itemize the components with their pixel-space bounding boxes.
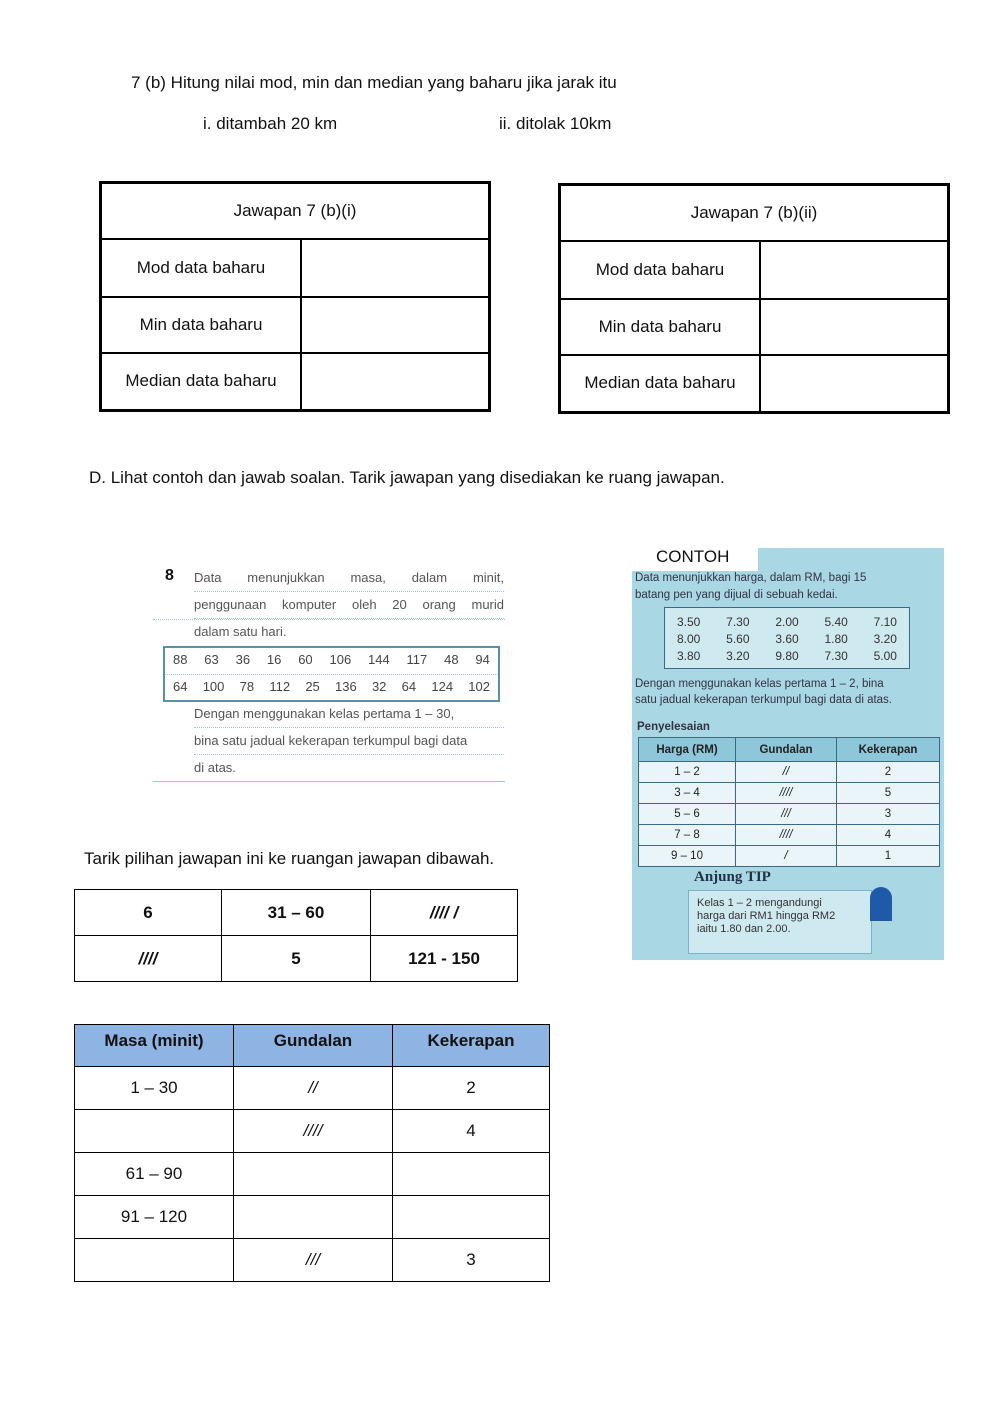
data-value: 32 — [371, 679, 387, 694]
answer-table-7bii — [558, 183, 950, 414]
data-value: 5.60 — [726, 632, 750, 646]
tip-line: Kelas 1 – 2 mengandungi — [697, 897, 822, 909]
data-value: 117 — [406, 652, 428, 667]
table-cell — [736, 783, 837, 804]
data-value: 7.30 — [824, 649, 848, 663]
data-value: 124 — [431, 679, 454, 694]
contoh-question: satu jadual kekerapan terkumpul bagi data di atas. — [635, 694, 892, 706]
data-value: 8.00 — [677, 632, 701, 646]
answer-cell-mod[interactable] — [760, 241, 949, 299]
data-value: 102 — [468, 679, 490, 694]
section-d-instruction: D. Lihat contoh dan jawab soalan. Tarik jawapan yang disediakan ke ruang jawapan. — [89, 468, 725, 487]
tally-text: //// — [303, 1121, 323, 1140]
tally-text: /// — [305, 1250, 321, 1269]
data-value: 3.50 — [677, 615, 701, 629]
tally-text: /// — [781, 808, 791, 820]
data-value: 63 — [204, 652, 219, 667]
frequency-answer-table — [74, 1024, 550, 1282]
q7b-heading: 7 (b) Hitung nilai mod, min dan median yang baharu jika jarak itu — [131, 73, 617, 92]
drop-cell-kekerapan[interactable] — [393, 1196, 550, 1239]
data-value: 106 — [329, 652, 352, 667]
table-cell: 1 – 2 — [639, 762, 736, 783]
answer-table-7bi — [99, 181, 491, 412]
drop-cell-masa[interactable]: 1 – 30 — [75, 1067, 234, 1110]
word: menunjukkan — [247, 570, 325, 585]
drop-cell-kekerapan[interactable]: 3 — [393, 1239, 550, 1282]
data-value: 16 — [266, 652, 282, 667]
option-tally: //// — [138, 948, 158, 968]
data-value: 60 — [298, 652, 313, 667]
tally-text: / — [784, 850, 788, 862]
q8-text-line: di atas. — [194, 755, 504, 782]
data-value: 1.80 — [824, 632, 848, 646]
data-value: 112 — [269, 679, 291, 694]
table-cell: 5 – 6 — [639, 804, 736, 825]
word: dalam satu hari. — [194, 624, 287, 639]
drop-cell-gundalan[interactable] — [234, 1110, 393, 1153]
answer-cell-min[interactable] — [301, 297, 490, 353]
table-cell: 5 — [837, 783, 940, 804]
data-value: 94 — [475, 652, 490, 667]
tip-title: Anjung TIP — [694, 869, 771, 885]
data-value: 3.60 — [775, 632, 799, 646]
drop-cell-masa[interactable] — [75, 1239, 234, 1282]
data-value: 48 — [444, 652, 459, 667]
tally-text: // — [782, 766, 790, 778]
drag-instruction: Tarik pilihan jawapan ini ke ruangan jawapan dibawah. — [84, 849, 495, 868]
contoh-solution-table — [638, 737, 940, 867]
column-header: Kekerapan — [393, 1025, 550, 1067]
word: penggunaan — [194, 597, 267, 612]
data-value: 3.20 — [873, 632, 897, 646]
q8-text-line: Dengan menggunakan kelas pertama 1 – 30, — [194, 701, 504, 728]
drop-cell-masa[interactable]: 61 – 90 — [75, 1153, 234, 1196]
drop-cell-kekerapan[interactable]: 4 — [393, 1110, 550, 1153]
contoh-title: CONTOH — [656, 547, 730, 566]
drop-cell-gundalan[interactable] — [234, 1239, 393, 1282]
option-chip[interactable] — [371, 890, 518, 936]
data-value: 2.00 — [775, 615, 799, 629]
drop-cell-gundalan[interactable] — [234, 1196, 393, 1239]
drop-cell-gundalan[interactable] — [234, 1067, 393, 1110]
column-header: Kekerapan — [837, 738, 940, 762]
answer-cell-median[interactable] — [760, 355, 949, 413]
tip-line: harga dari RM1 hingga RM2 — [697, 910, 836, 922]
tally-text: //// — [779, 787, 793, 799]
contoh-intro: Data menunjukkan harga, dalam RM, bagi 15 — [635, 572, 867, 584]
answer-row-label: Min data baharu — [560, 299, 761, 355]
word: murid — [471, 597, 504, 612]
table-cell — [736, 846, 837, 867]
option-chip[interactable] — [75, 936, 222, 982]
table-cell: 3 — [837, 804, 940, 825]
word: 20 — [392, 597, 407, 612]
q8-number: 8 — [165, 567, 174, 584]
word: minit, — [472, 570, 504, 585]
q8-data-box — [163, 646, 500, 702]
lightbulb-icon — [870, 887, 892, 921]
table-cell: 9 – 10 — [639, 846, 736, 867]
tally-text: //// — [779, 829, 793, 841]
data-value: 78 — [239, 679, 255, 694]
answer-options-table — [74, 889, 518, 982]
contoh-intro: batang pen yang dijual di sebuah kedai. — [635, 589, 838, 601]
word: Data — [194, 570, 222, 585]
table-cell: 7 – 8 — [639, 825, 736, 846]
drop-cell-kekerapan[interactable] — [393, 1153, 550, 1196]
word: oleh — [351, 597, 377, 612]
q8-text-line — [194, 565, 504, 592]
data-value: 144 — [368, 652, 390, 667]
answer-cell-median[interactable] — [301, 353, 490, 411]
column-header: Gundalan — [234, 1025, 393, 1067]
data-value: 100 — [202, 679, 225, 694]
drop-cell-gundalan[interactable] — [234, 1153, 393, 1196]
q7b-option-i: i. ditambah 20 km — [203, 114, 338, 133]
answer-cell-min[interactable] — [760, 299, 949, 355]
option-chip[interactable]: 6 — [75, 890, 222, 936]
answer-cell-mod[interactable] — [301, 239, 490, 297]
q8-text-line — [194, 592, 504, 619]
option-chip[interactable]: 31 – 60 — [222, 890, 371, 936]
drop-cell-masa[interactable] — [75, 1110, 234, 1153]
data-value: 5.40 — [824, 615, 848, 629]
data-value: 3.80 — [677, 649, 701, 663]
data-value: 9.80 — [775, 649, 799, 663]
word: dalam — [411, 570, 448, 585]
tip-box — [688, 890, 872, 954]
column-header: Gundalan — [736, 738, 837, 762]
table-cell — [736, 804, 837, 825]
tally-text: // — [308, 1078, 318, 1097]
tip-line: iaitu 1.80 dan 2.00. — [697, 923, 791, 935]
word: komputer — [282, 597, 337, 612]
data-value: 36 — [235, 652, 251, 667]
data-value: 88 — [173, 652, 188, 667]
data-value: 64 — [401, 679, 417, 694]
table-cell: 2 — [837, 762, 940, 783]
q8-text-line: bina satu jadual kekerapan terkumpul bagi data — [194, 728, 504, 755]
contoh-solution-label: Penyelesaian — [637, 721, 710, 733]
data-value: 64 — [173, 679, 188, 694]
answer-row-label: Median data baharu — [101, 353, 302, 411]
answer-row-label: Median data baharu — [560, 355, 761, 413]
q7b-option-ii: ii. ditolak 10km — [499, 114, 612, 133]
table-cell: 1 — [837, 846, 940, 867]
column-header: Masa (minit) — [75, 1025, 234, 1067]
contoh-data-box — [664, 607, 910, 669]
table-cell: 4 — [837, 825, 940, 846]
answer-row-label: Mod data baharu — [101, 239, 302, 297]
column-header: Harga (RM) — [639, 738, 736, 762]
word: orang — [422, 597, 456, 612]
answer-table-title: Jawapan 7 (b)(i) — [101, 183, 490, 239]
data-value: 5.00 — [873, 649, 897, 663]
data-value: 25 — [305, 679, 320, 694]
option-chip[interactable]: 121 - 150 — [371, 936, 518, 982]
option-tally: //// / — [429, 902, 459, 922]
answer-row-label: Min data baharu — [101, 297, 302, 353]
word: masa, — [350, 570, 386, 585]
data-value: 7.10 — [873, 615, 897, 629]
drop-cell-kekerapan[interactable]: 2 — [393, 1067, 550, 1110]
answer-table-title: Jawapan 7 (b)(ii) — [560, 185, 949, 241]
data-value: 136 — [335, 679, 357, 694]
option-chip[interactable]: 5 — [222, 936, 371, 982]
data-value: 3.20 — [726, 649, 750, 663]
table-cell — [736, 825, 837, 846]
table-cell — [736, 762, 837, 783]
contoh-question: Dengan menggunakan kelas pertama 1 – 2, bina — [635, 678, 884, 690]
answer-row-label: Mod data baharu — [560, 241, 761, 299]
table-cell: 3 – 4 — [639, 783, 736, 804]
data-value: 7.30 — [726, 615, 750, 629]
drop-cell-masa[interactable]: 91 – 120 — [75, 1196, 234, 1239]
